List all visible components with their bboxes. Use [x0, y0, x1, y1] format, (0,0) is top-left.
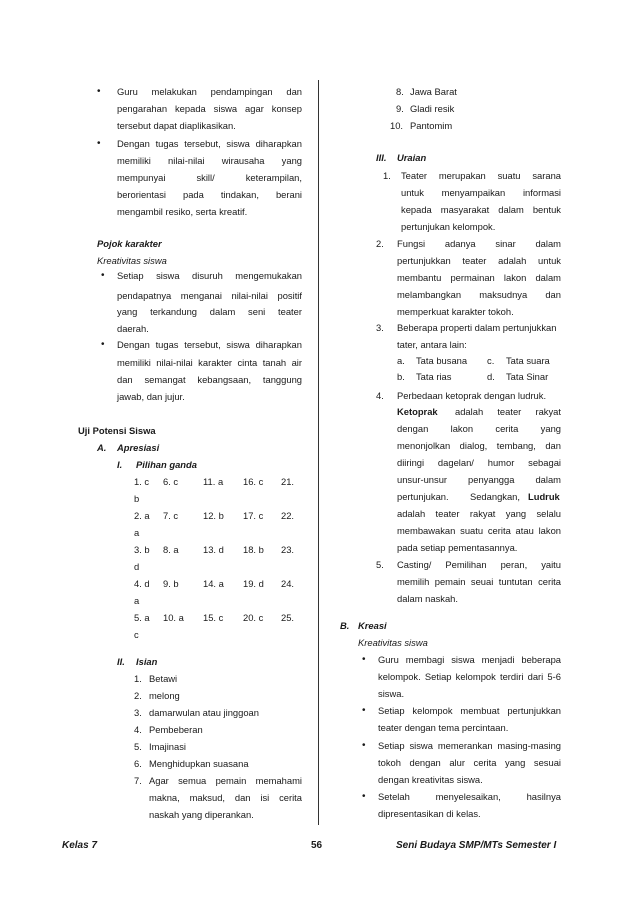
isian-number: 2. — [134, 690, 142, 701]
answer-cell: 21. — [281, 476, 295, 487]
option-letter: d. — [487, 371, 495, 382]
answer-cell: 9. b — [163, 578, 179, 589]
question-number: 5. — [376, 559, 384, 570]
uraian-title: Uraian — [397, 152, 427, 163]
text-line: berorientasi pada tindakan, berani — [117, 189, 302, 200]
bullet-dot-icon: • — [362, 705, 366, 716]
isian-answer: Jawa Barat — [410, 86, 457, 97]
option-text: Tata busana — [416, 355, 468, 366]
text-line: menonjolkan dialog, tembang, dan — [397, 440, 561, 451]
isian-answer: Betawi — [149, 673, 178, 684]
question-number: 4. — [376, 390, 384, 401]
uji-potensi-title: Uji Potensi Siswa — [78, 425, 156, 436]
answer-cell-wrap: c — [134, 629, 139, 640]
text-line: Setelah menyelesaikan, hasilnya — [378, 791, 561, 802]
text-line: memilih pemain seuai tuntutan cerita — [397, 576, 561, 587]
text-line: teater dengan tema percintaan. — [378, 722, 509, 733]
bullet-dot-icon: • — [362, 654, 366, 665]
text-line: diiringi dagelan/ humor sebagai — [397, 457, 561, 468]
text-line: mempunyai skill/ keterampilan, — [117, 172, 302, 183]
text-line: Setiap siswa disuruh mengemukakan — [117, 270, 302, 281]
question-number: 2. — [376, 238, 384, 249]
answer-cell: 20. c — [243, 612, 264, 623]
text-line: Agar semua pemain memahami — [149, 775, 302, 786]
text-line: tersebut dapat diaplikasikan. — [117, 120, 236, 131]
answer-cell: 11. a — [203, 476, 224, 487]
answer-cell-wrap: a — [134, 527, 140, 538]
text-line: pertunjukkan teater adalah untuk — [397, 255, 561, 266]
text-line: Guru melakukan pendampingan dan — [117, 86, 302, 97]
answer-cell: 22. — [281, 510, 295, 521]
answer-cell: 14. a — [203, 578, 224, 589]
answer-cell: 1. c — [134, 476, 150, 487]
pojok-karakter-title: Pojok karakter — [97, 238, 162, 249]
bullet-dot-icon: • — [101, 339, 105, 350]
answer-cell: 18. b — [243, 544, 264, 555]
bullet-dot-icon: • — [97, 86, 101, 97]
text-line: membawakan suatu cerita atau lakon — [397, 525, 561, 536]
answer-cell: 17. c — [243, 510, 264, 521]
isian-answer: Pantomim — [410, 120, 453, 131]
option-letter: a. — [397, 355, 405, 366]
text-line: dengan kreativitas siswa. — [378, 774, 483, 785]
answer-cell-wrap: d — [134, 561, 140, 572]
text-line: pertunjukan. Sedangkan, — [397, 491, 520, 502]
isian-number: 9. — [396, 103, 404, 114]
text-line: Fungsi adanya sinar dalam — [397, 238, 561, 249]
pilihan-ganda-title: Pilihan ganda — [136, 459, 197, 470]
isian-label: II. — [117, 656, 125, 667]
isian-answer: Menghidupkan suasana — [149, 758, 249, 769]
text-line: dipresentasikan di kelas. — [378, 808, 481, 819]
text-line: pertunjukan kelompok. — [401, 221, 496, 232]
isian-number: 1. — [134, 673, 142, 684]
text-line: melambangkan maksudnya dan — [397, 289, 561, 300]
answer-cell: 3. b — [134, 544, 150, 555]
text-line: daerah. — [117, 323, 149, 334]
text-line: Setiap kelompok membuat pertunjukkan — [378, 705, 561, 716]
text-line: yang terkandung dalam seni teater — [117, 306, 302, 317]
text-line: Guru membagi siswa menjadi beberapa — [378, 654, 561, 665]
bullet-dot-icon: • — [362, 791, 366, 802]
text-line: unsur-unsur penyangga dalam — [397, 474, 561, 485]
text-line: naskah yang diperankan. — [149, 809, 254, 820]
text-line: Dengan tugas tersebut, siswa diharapkan — [117, 339, 302, 350]
answer-cell: 15. c — [203, 612, 224, 623]
footer-class-label: Kelas 7 — [62, 840, 98, 851]
bullet-dot-icon: • — [362, 740, 366, 751]
text-line: kepada masyarakat dalam bentuk — [401, 204, 561, 215]
isian-answer: damarwulan atau jinggoan — [149, 707, 259, 718]
isian-number: 10. — [390, 120, 404, 131]
answer-cell: 7. c — [163, 510, 179, 521]
section-b-label: B. — [340, 620, 350, 631]
kreasi-title: Kreasi — [358, 620, 387, 631]
text-line: pengarahan kepada siswa agar konsep — [117, 103, 302, 114]
text-line: pendapatnya menganai nilai-nilai positif — [117, 290, 302, 301]
isian-number: 4. — [134, 724, 142, 735]
text-line: memperkuat karakter tokoh. — [397, 306, 514, 317]
pilihan-ganda-label: I. — [117, 459, 123, 470]
isian-answer: melong — [149, 690, 180, 701]
isian-number: 8. — [396, 86, 404, 97]
text-line: makna, maksud, dan isi cerita — [149, 792, 302, 803]
text-line: dalam naskah. — [397, 593, 458, 604]
text-line: siswa. — [378, 688, 405, 699]
page-number: 56 — [311, 840, 323, 851]
footer-book-title: Seni Budaya SMP/MTs Semester I — [396, 840, 557, 851]
text-line: Dengan tugas tersebut, siswa diharapkan — [117, 138, 302, 149]
isian-answer: Imajinasi — [149, 741, 186, 752]
answer-cell: 6. c — [163, 476, 179, 487]
text-line: membantu permainan lakon dalam — [397, 272, 561, 283]
answer-cell: 12. b — [203, 510, 224, 521]
text-line: Setiap siswa memerankan masing-masing — [378, 740, 561, 751]
isian-number: 5. — [134, 741, 142, 752]
kreasi-subtitle: Kreativitas siswa — [358, 637, 428, 648]
option-letter: b. — [397, 371, 405, 382]
text-line: adalah teater rakyat — [455, 406, 561, 417]
bullet-dot-icon: • — [97, 138, 101, 149]
ketoprak-term: Ketoprak — [397, 406, 438, 417]
text-line: Casting/ Pemilihan peran, yaitu — [397, 559, 561, 570]
answer-cell: 5. a — [134, 612, 150, 623]
answer-cell: 4. d — [134, 578, 150, 589]
answer-cell: 8. a — [163, 544, 179, 555]
ludruk-term: Ludruk — [528, 491, 560, 502]
text-line: memiliki nilai-nilai karakter cinta tanah air — [117, 357, 302, 368]
text-line: dengan lakon cerita yang — [397, 423, 561, 434]
isian-title: Isian — [136, 656, 158, 667]
text-line: dan semangat kebangsaan, tanggung — [117, 374, 302, 385]
text-line: Perbedaan ketoprak dengan ludruk. — [397, 390, 547, 401]
answer-cell: 25. — [281, 612, 295, 623]
text-line: mengambil resiko, serta kreatif. — [117, 206, 248, 217]
answer-cell-wrap: b — [134, 493, 140, 504]
option-text: Tata Sinar — [506, 371, 549, 382]
section-a-label: A. — [97, 442, 107, 453]
text-line: pada setiap pementasannya. — [397, 542, 518, 553]
apresiasi-title: Apresiasi — [117, 442, 160, 453]
answer-cell: 24. — [281, 578, 295, 589]
uraian-label: III. — [376, 152, 387, 163]
question-number: 1. — [383, 170, 391, 181]
text-line: tokoh dengan alur cerita yang sesuai — [378, 757, 561, 768]
text-line: kelompok. Setiap kelompok terdiri dari 5-6 — [378, 671, 561, 682]
question-number: 3. — [376, 322, 384, 333]
isian-answer: Gladi resik — [410, 103, 455, 114]
option-text: Tata rias — [416, 371, 452, 382]
text-line: tater, antara lain: — [397, 339, 467, 350]
text-line: jawab, dan jujur. — [117, 391, 185, 402]
option-text: Tata suara — [506, 355, 550, 366]
isian-number: 7. — [134, 775, 142, 786]
answer-cell: 2. a — [134, 510, 150, 521]
text-line: adalah teater rakyat yang selalu — [397, 508, 561, 519]
pojok-karakter-subtitle: Kreativitas siswa — [97, 255, 167, 266]
answer-cell: 16. c — [243, 476, 264, 487]
answer-cell-wrap: a — [134, 595, 140, 606]
answer-cell: 19. d — [243, 578, 264, 589]
text-line: Teater merupakan suatu sarana — [401, 170, 561, 181]
column-divider — [318, 80, 319, 825]
answer-cell: 10. a — [163, 612, 184, 623]
isian-number: 3. — [134, 707, 142, 718]
bullet-dot-icon: • — [101, 270, 105, 281]
isian-answer: Pembeberan — [149, 724, 203, 735]
text-line: memiliki nilai-nilai wirausaha yang — [117, 155, 302, 166]
option-letter: c. — [487, 355, 495, 366]
text-line: untuk menyampaikan informasi — [401, 187, 561, 198]
text-line: Beberapa properti dalam pertunjukkan — [397, 322, 557, 333]
isian-number: 6. — [134, 758, 142, 769]
answer-cell: 23. — [281, 544, 295, 555]
answer-cell: 13. d — [203, 544, 224, 555]
